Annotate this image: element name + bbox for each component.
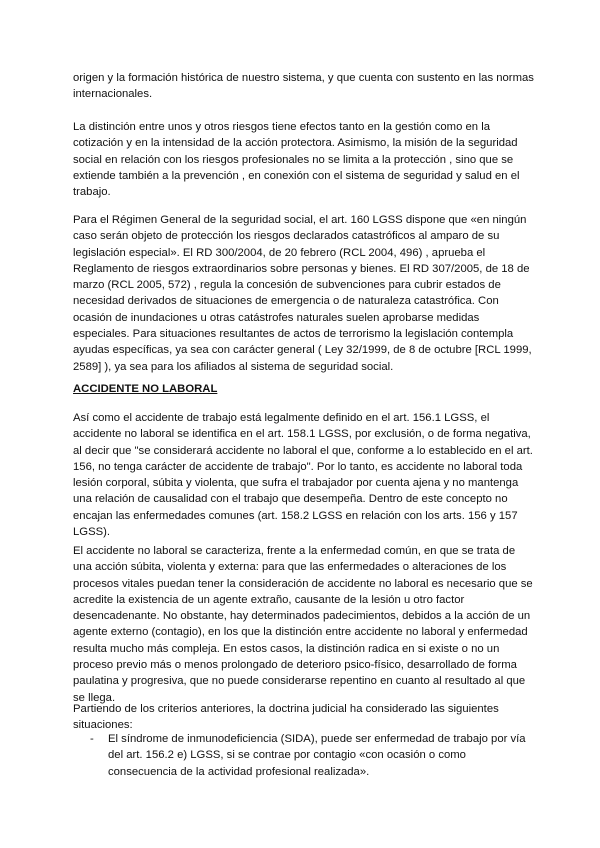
text-line: origen y la formación histórica de nuestro sistema, y que cuenta con sustento en las normas (73, 72, 534, 84)
text-line: procesos vitales puedan tener la consideración de accidente no laboral es necesario que se (73, 577, 533, 590)
text-line: 156, no tenga carácter de accidente de trabajo". Por lo tanto, es accidente no laboral toda (73, 460, 523, 473)
text-line: accidente no laboral se identifica en el art. 158.1 LGSS, por exclusión, o de forma negativa, (73, 428, 531, 441)
text-line: consecuencia de la actividad profesional realizada». (108, 765, 370, 778)
text-line: marzo (RCL 2005, 572) , regula la concesión de subvenciones para cubrir estados de (73, 279, 501, 292)
paragraph-distincion-riesgos (73, 119, 536, 200)
text-line: especiales. Para situaciones resultantes de actos de terrorismo la legislación contempla (73, 328, 514, 341)
paragraph-origen (73, 70, 536, 103)
text-line: desencadenante. No obstante, hay determinados padecimientos, debidos a la acción de un (73, 610, 531, 623)
text-line: Reglamento de riesgos extraordinarios sobre personas y bienes. El RD 307/2005, de 18 de (73, 262, 530, 275)
text-line: lesión corporal, súbita y violenta, que sufra el trabajador por cuenta ajena y no mantenga (73, 477, 519, 490)
text-line: LGSS). (73, 526, 111, 539)
text-line: paulatina y progresiva, que no puede considerarse repentino en cuanto al resultado al que (73, 675, 526, 688)
text-line: encajan las enfermedades comunes (art. 158.2 LGSS en relación con los arts. 156 y 157 (73, 509, 518, 522)
text-line: acredite la existencia de un agente extraño, causante de la lesión u otro factor (73, 593, 465, 606)
text-line: situaciones: (73, 719, 133, 732)
text-line: del art. 156.2 e) LGSS, si se contrae por contagio «con ocasión o como (108, 749, 466, 762)
section-heading: ACCIDENTE NO LABORAL (73, 383, 218, 395)
text-line: agente externo (contagio), en los que la distinción entre accidente no laboral y enfermedad (73, 626, 528, 639)
dash-bullet: - (90, 733, 94, 745)
text-line: se llega. (73, 691, 116, 704)
paragraph-definicion-accidente (73, 410, 536, 540)
text-line: proceso previo más o menos prolongado de deterioro psico-físico, desarrollado de forma (73, 659, 517, 672)
text-line: La distinción entre unos y otros riesgos tiene efectos tanto en la gestión como en la (73, 121, 490, 133)
text-line: ocasión de inundaciones u otras catástrofes naturales suelen aprobarse medidas (73, 311, 480, 324)
text-line: al decir que "se considerará accidente no laboral el que, conforme a lo establecido en el art. (73, 444, 533, 457)
text-line: internacionales. (73, 88, 153, 101)
text-line: social en relación con los riesgos profesionales no se limita a la protección , sino que se (73, 153, 514, 166)
text-line: necesidad derivados de situaciones de emergencia o de naturaleza catastrófica. Con (73, 295, 499, 308)
text-line: legislación especial». El RD 300/2004, de 20 febrero (RCL 2004, 496) , aprueba el (73, 246, 486, 259)
text-line: El síndrome de inmunodeficiencia (SIDA), puede ser enfermedad de trabajo por vía (108, 733, 526, 745)
text-line: ayudas específicas, ya sea con carácter general ( Ley 32/1999, de 8 de octubre [RCL 1999, (73, 344, 532, 357)
situations-list (73, 731, 543, 780)
text-line: cotización y en la intensidad de la acción protectora. Asimismo, la misión de la seguridad (73, 137, 518, 150)
text-line: resulta mucho más compleja. En estos casos, la distinción radica en si existe o no un (73, 642, 500, 655)
text-line: una acción súbita, violenta y externa: para que las enfermedades o alteraciones de los (73, 561, 507, 574)
text-line: 2589] ), ya sea para los afiliados al sistema de seguridad social. (73, 360, 394, 373)
list-item (73, 731, 543, 780)
paragraph-doctrina-judicial (73, 701, 536, 734)
text-line: caso serán objeto de protección los riesgos declarados catastróficos al amparo de su (73, 230, 500, 243)
text-line: trabajo. (73, 186, 111, 199)
text-line: una relación de causalidad con el trabajo que desempeña. Dentro de este concepto no (73, 493, 508, 506)
text-line: El accidente no laboral se caracteriza, frente a la enfermedad común, en que se trata de (73, 545, 516, 557)
text-line: Así como el accidente de trabajo está legalmente definido en el art. 156.1 LGSS, el (73, 412, 490, 424)
text-line: Partiendo de los criterios anteriores, la doctrina judicial ha considerado las siguientes (73, 703, 499, 715)
paragraph-regimen-general (73, 212, 536, 375)
text-line: Para el Régimen General de la seguridad social, el art. 160 LGSS dispone que «en ningún (73, 214, 527, 226)
paragraph-caracteristicas (73, 543, 536, 706)
text-line: extiende también a la prevención , en conexión con el sistema de seguridad y salud en el (73, 169, 520, 182)
